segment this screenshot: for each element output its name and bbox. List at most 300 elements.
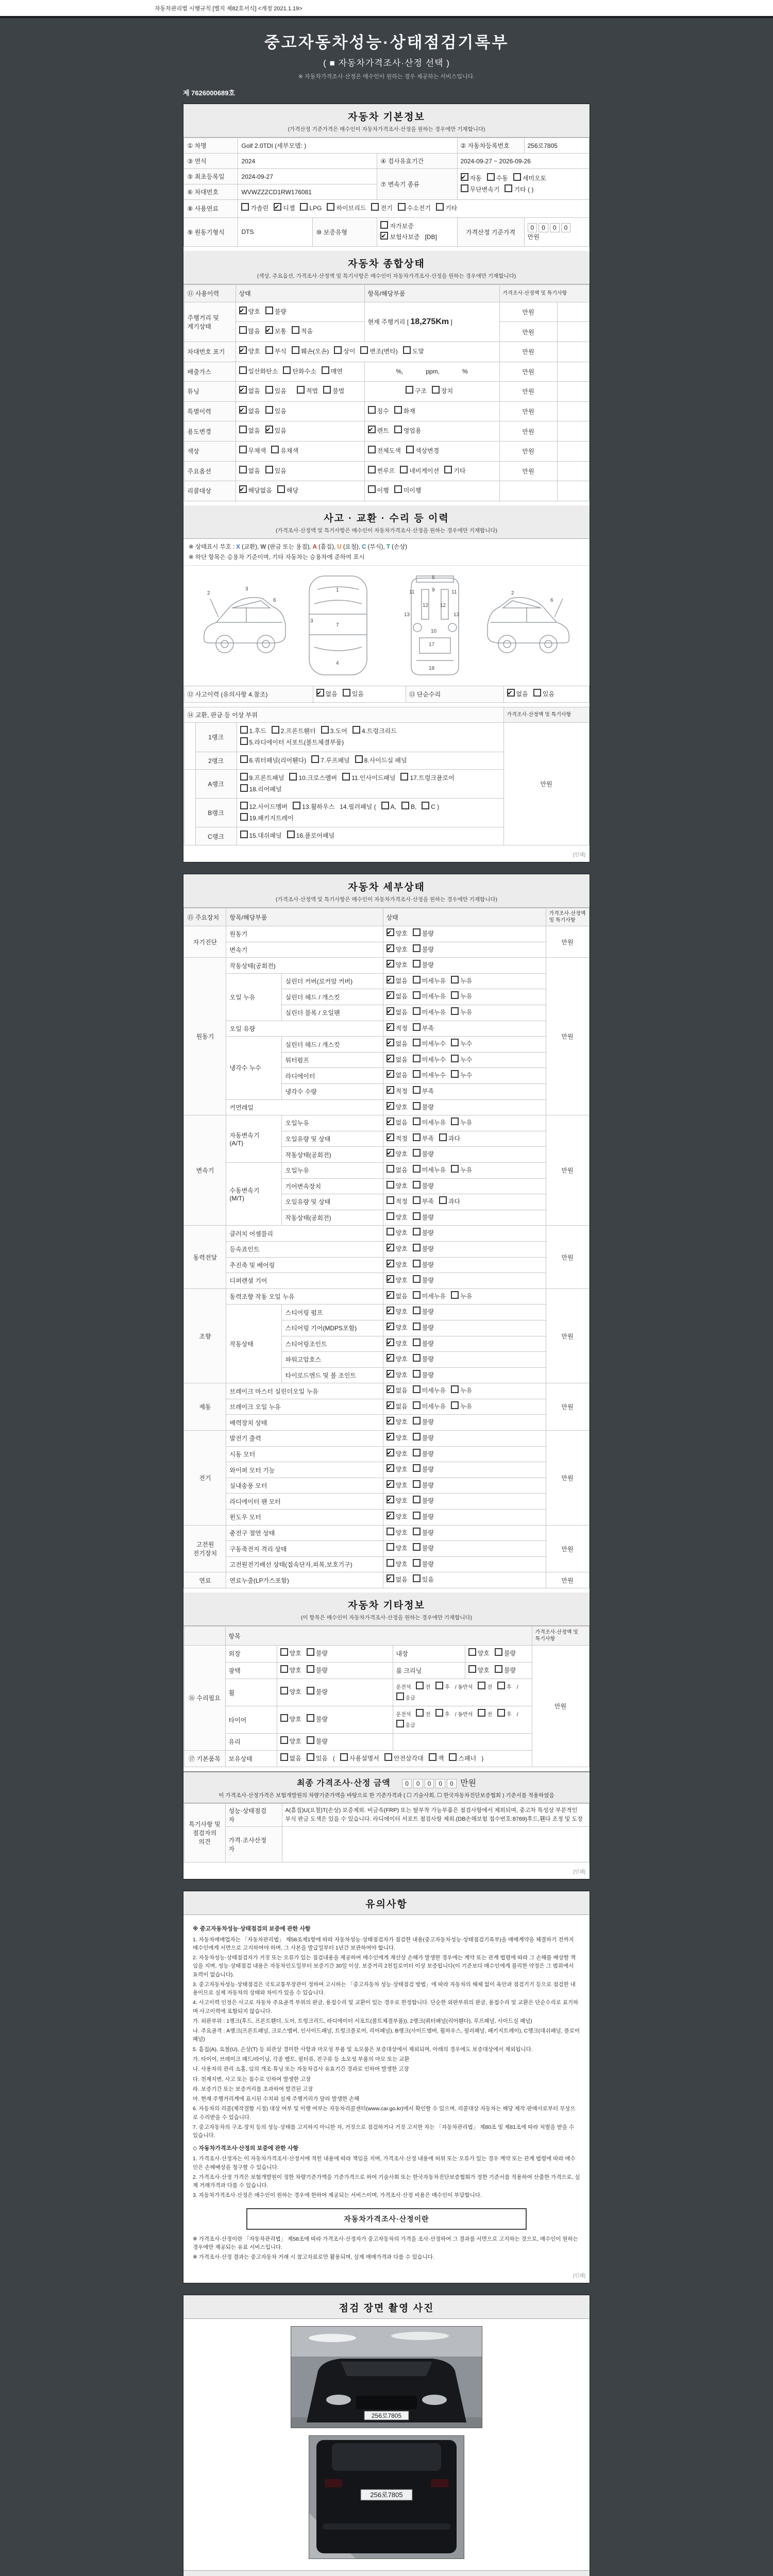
checkbox-checked[interactable] [386,991,394,999]
checkbox-checked[interactable] [386,1464,394,1472]
checkbox[interactable] [265,466,273,473]
checkbox[interactable] [478,1709,485,1717]
checkbox[interactable] [403,346,411,354]
checkbox[interactable] [413,1512,421,1519]
checkbox[interactable] [451,1055,459,1062]
checkbox-checked[interactable] [386,1307,394,1314]
checkbox[interactable] [352,726,360,734]
checkbox[interactable] [400,773,408,781]
checkbox-checked[interactable] [386,1039,394,1046]
check-option [360,346,397,358]
label-cell: ⑭ 교환, 판금 등 이상 부위 [184,707,503,723]
checkbox-checked[interactable] [386,1023,394,1031]
checkbox[interactable] [468,1648,476,1656]
checkbox[interactable] [371,203,379,211]
checkbox[interactable] [239,326,247,334]
checkbox[interactable] [240,737,248,745]
check-option [497,1682,512,1692]
checkbox-label: 양호 [395,1497,408,1505]
checkbox[interactable] [386,1181,394,1189]
checkbox[interactable] [394,485,402,493]
checkbox[interactable] [384,1753,392,1761]
checkbox[interactable] [451,1385,459,1393]
checkbox-checked[interactable] [386,1149,394,1157]
form-reference: 자동차관리법 시행규칙 [별지 제82호서식] <개정 2021.1.19> [0,0,773,18]
value-cell: Golf 2.0TDI (세부모델: ) [238,138,457,154]
checkbox[interactable] [386,1559,394,1567]
checkbox-checked[interactable] [386,1244,394,1251]
checkbox[interactable] [413,1023,421,1031]
checkbox[interactable] [240,773,248,781]
checkbox-label: 전체도색 [377,447,401,454]
checkbox-cell [383,989,546,1005]
checkbox[interactable] [287,831,295,838]
checkbox[interactable] [497,1682,505,1689]
checkbox-label: 불량 [422,1182,434,1190]
check-option [368,485,389,497]
check-option [422,802,439,813]
checkbox-checked[interactable] [386,960,394,968]
checkbox-checked[interactable] [274,203,281,211]
svg-text:256로7805: 256로7805 [371,2412,402,2419]
checkbox[interactable] [271,446,279,453]
price-digit: 0 [435,1779,445,1788]
checkbox[interactable] [327,203,334,211]
checkbox[interactable] [435,1682,443,1689]
checkbox-label: 양호 [395,1213,408,1221]
checkbox[interactable] [240,726,248,734]
checkbox-label: 후 [507,1712,512,1718]
checkbox-checked[interactable] [386,1117,394,1125]
checkbox-label: 후 [445,1712,450,1718]
checkbox-cell [383,1194,546,1210]
label-cell: ④ 검사유효기간 [377,154,457,169]
checkbox[interactable] [413,1165,421,1173]
checkbox-checked[interactable] [386,1055,394,1062]
checkbox[interactable] [413,928,421,936]
checkbox[interactable] [413,1055,421,1062]
check-option [413,976,446,987]
checkbox[interactable] [292,346,299,354]
checkbox[interactable] [451,1117,459,1125]
value-cell: 와이퍼 모터 기능 [226,1462,383,1478]
checkbox[interactable] [478,1682,485,1689]
checkbox[interactable] [297,386,305,394]
check-option [307,1648,328,1659]
checkbox-checked[interactable] [316,689,324,697]
checkbox[interactable] [413,1354,421,1362]
checkbox-checked[interactable] [368,426,376,433]
checkbox-checked[interactable] [386,1323,394,1330]
checkbox[interactable] [487,173,495,181]
checkbox-cell [383,1273,546,1289]
checkbox[interactable] [240,755,248,763]
checkbox[interactable] [401,802,409,809]
checkbox[interactable] [413,976,421,984]
checkbox-label: 적정 [395,1088,408,1095]
checkbox-checked[interactable] [386,1370,394,1378]
checkbox-label: 불량 [503,1650,516,1657]
checkbox[interactable] [505,184,512,192]
value-cell: 보유상태 [225,1750,277,1767]
checkbox-checked[interactable] [386,1007,394,1015]
checkbox[interactable] [307,1665,314,1673]
value-cell: 발전기 출력 [226,1431,383,1447]
checkbox[interactable] [416,1709,424,1717]
checkbox[interactable] [413,1086,421,1094]
value-cell: 실내송풍 모터 [226,1478,383,1494]
checkbox-cell [383,1099,546,1115]
checkbox[interactable] [386,1212,394,1220]
checkbox[interactable] [429,1753,436,1761]
checkbox[interactable] [413,1228,421,1235]
checkbox[interactable] [413,1039,421,1046]
checkbox-label: 후 [445,1685,450,1691]
final-price-band [183,1771,590,1803]
checkbox[interactable] [265,386,273,394]
checkbox[interactable] [451,976,459,984]
checkbox-checked[interactable] [386,944,394,952]
checkbox[interactable] [241,203,249,211]
unit-cell: 만원 [499,421,557,442]
checkbox[interactable] [396,1720,404,1727]
checkbox-label: 없음 [248,427,260,435]
checkbox-checked[interactable] [239,307,247,314]
checkbox[interactable] [413,1007,421,1015]
checkbox-checked[interactable] [386,1102,394,1110]
checkbox[interactable] [280,1648,288,1656]
value-cell: 수동변속기 (M/T) [226,1162,282,1225]
checkbox[interactable] [413,1385,421,1393]
status-symbol: A [312,544,317,550]
check-option [380,232,419,243]
checkbox[interactable] [280,1753,288,1761]
checkbox[interactable] [413,1496,421,1503]
checkbox[interactable] [265,406,273,414]
check-option [451,1007,472,1019]
checkbox-checked[interactable] [386,1417,394,1425]
checkbox[interactable] [265,346,273,354]
checkbox[interactable] [280,1687,288,1694]
checkbox-checked[interactable] [239,406,247,414]
checkbox[interactable] [368,466,376,473]
checkbox[interactable] [307,1736,314,1744]
checkbox[interactable] [413,1480,421,1488]
checkbox[interactable] [513,173,521,181]
checkbox[interactable] [451,1165,459,1173]
checkbox[interactable] [468,1665,476,1673]
check-option [455,1683,473,1692]
checkbox[interactable] [413,1370,421,1378]
final-price-suffix: 만원 [460,1779,477,1788]
checkbox-checked[interactable] [239,346,247,354]
checkbox-checked[interactable] [386,1070,394,1078]
checkbox[interactable] [240,784,248,792]
checkbox[interactable] [413,1181,421,1189]
checkbox[interactable] [413,1070,421,1078]
checkbox[interactable] [292,326,299,334]
header-cell: 항목/해당부품 [226,908,383,926]
checkbox[interactable] [444,466,452,473]
checkbox[interactable] [413,1244,421,1251]
checkbox[interactable] [386,1528,394,1535]
checkbox[interactable] [495,1665,502,1673]
checkbox-checked[interactable] [386,1086,394,1094]
checkbox-checked[interactable] [386,1260,394,1267]
print-link[interactable]: [인쇄] [573,852,585,858]
checkbox[interactable] [413,1117,421,1125]
print-link[interactable]: [인쇄] [573,2273,585,2279]
checkbox[interactable] [322,366,329,374]
checkbox-label: 양호 [395,1529,408,1536]
checkbox-checked[interactable] [386,1574,394,1582]
checkbox-label: 없음 [325,690,338,698]
checkbox[interactable] [413,1275,421,1283]
checkbox-label: 양호 [395,1371,408,1379]
check-option [413,1370,434,1381]
checkbox[interactable] [413,1449,421,1456]
checkbox[interactable] [398,203,406,211]
checkbox[interactable] [413,1464,421,1472]
checkbox-checked[interactable] [386,1275,394,1283]
checkbox[interactable] [451,1007,459,1015]
check-option [439,1133,460,1145]
checkbox[interactable] [386,1196,394,1204]
value-cell [184,770,195,845]
value-cell: 타이로드엔드 및 볼 조인트 [282,1367,383,1383]
checkbox[interactable] [323,386,331,394]
checkbox-cell [383,1383,546,1399]
checkbox-checked[interactable] [386,1385,394,1393]
checkbox[interactable] [413,1417,421,1425]
checkbox[interactable] [413,1291,421,1299]
checkbox[interactable] [368,485,376,493]
checkbox[interactable] [436,203,444,211]
checkbox[interactable] [386,1228,394,1235]
checkbox-checked[interactable] [265,326,273,334]
notice-item: 7. 중고자동차의 구조·장치 등의 성능·상태를 고지하지 아니한 자, 거짓으로 점검하거나 거짓 고지한 자는 「자동차관리법」 제80조 및 제81조에 따라 처벌을 받을 수 있습니다. [193,2124,575,2139]
checkbox[interactable] [307,1714,314,1722]
checkbox[interactable] [239,466,247,473]
checkbox-checked[interactable] [461,173,468,181]
check-option [435,1682,450,1692]
checkbox[interactable] [439,1133,447,1141]
checkbox[interactable] [413,1149,421,1157]
notice-item: 마. 현재 주행거리계에 표시된 수치와 실제 주행거리가 달라 발생한 손해 [193,2096,360,2103]
checkbox-label: 양호 [395,961,408,969]
checkbox[interactable] [396,1692,404,1700]
unit-cell: 만원 [546,926,589,958]
check-option [386,1244,408,1255]
check-option [413,1464,434,1476]
checkbox-cell [277,1734,393,1751]
checkbox[interactable] [439,1196,447,1204]
label-cell: ⑨ 원동기형식 [184,217,238,246]
checkbox-cell [236,342,499,362]
checkbox-checked[interactable] [239,386,247,394]
checkbox[interactable] [406,446,414,453]
checkbox[interactable] [413,1543,421,1551]
checkbox[interactable] [451,1401,459,1409]
check-option [444,466,465,477]
checkbox[interactable] [293,802,300,809]
checkbox[interactable] [300,203,308,211]
checkbox-checked[interactable] [386,1512,394,1519]
checkbox[interactable] [413,1433,421,1440]
checkbox[interactable] [394,406,402,414]
checkbox-checked[interactable] [386,1354,394,1362]
checkbox[interactable] [413,1401,421,1409]
checkbox[interactable] [386,1543,394,1551]
notice-item: 나. 사용자의 관리 소홀, 임의 개조·튜닝 또는 자동차검사 유효기간 경과로 인하여 발생한 고장 [193,2066,409,2073]
checkbox[interactable] [413,1102,421,1110]
checkbox-checked[interactable] [386,976,394,984]
checkbox[interactable] [449,1753,457,1761]
check-option [400,773,454,784]
final-price-label: 최종 가격조사·산정 금액 [296,1779,391,1788]
checkbox-label: 있음 [274,427,287,435]
checkbox[interactable] [307,1753,314,1761]
checkbox-checked[interactable] [386,1449,394,1456]
checkbox[interactable] [413,960,421,968]
checkbox[interactable] [343,689,350,697]
checkbox[interactable] [265,307,273,314]
header-cell: 가격조사·산정액 및 특기사항 [503,707,589,723]
checkbox-checked[interactable] [386,1133,394,1141]
checkbox[interactable] [533,689,541,697]
checkbox[interactable] [422,802,429,809]
checkbox-cell [383,1320,546,1336]
checkbox[interactable] [416,1682,424,1689]
checkbox[interactable] [413,944,421,952]
check-option [386,960,408,971]
checkbox[interactable] [413,1528,421,1535]
print-link[interactable]: [인쇄] [573,1869,585,1875]
checkbox-checked[interactable] [386,1496,394,1503]
checkbox-checked[interactable] [386,1338,394,1346]
checkbox[interactable] [413,1323,421,1330]
check-option [239,406,260,417]
checkbox-label: LPG [309,205,322,212]
checkbox[interactable] [413,1212,421,1220]
text-cell [364,302,499,342]
checkbox[interactable] [380,221,388,229]
checkbox[interactable] [413,1574,421,1582]
checkbox[interactable] [461,184,468,192]
checkbox-checked[interactable] [386,1480,394,1488]
checkbox-checked[interactable] [386,1433,394,1440]
checkbox[interactable] [413,1559,421,1567]
checkbox[interactable] [239,366,247,374]
check-option [413,1070,446,1081]
checkbox[interactable] [240,813,248,821]
checkbox[interactable] [239,426,247,433]
checkbox-checked[interactable] [507,689,515,697]
checkbox[interactable] [432,386,440,394]
checkbox[interactable] [394,426,402,433]
checkbox[interactable] [277,485,285,493]
checkbox[interactable] [239,446,247,453]
checkbox[interactable] [451,1039,459,1046]
checkbox[interactable] [342,773,350,781]
check-option [386,1291,408,1302]
checkbox[interactable] [497,1709,505,1717]
label-cell: B랭크 [195,799,237,827]
checkbox-checked[interactable] [386,928,394,936]
checkbox[interactable] [386,1165,394,1173]
checkbox[interactable] [307,1687,314,1694]
checkbox-label: 양호 [395,1355,408,1363]
check-option [240,726,266,737]
check-option [507,689,528,700]
checkbox[interactable] [413,991,421,999]
checkbox-label: 없음 [395,1009,408,1016]
checkbox[interactable] [435,1709,443,1717]
checkbox[interactable] [368,406,376,414]
checkbox[interactable] [240,802,248,809]
checkbox-checked[interactable] [386,1291,394,1299]
checkbox[interactable] [272,726,279,734]
checkbox-cell [457,169,589,200]
checkbox[interactable] [321,726,329,734]
value-cell: 스티어링 펌프 [282,1304,383,1320]
checkbox[interactable] [413,1196,421,1204]
label-cell: 차대번호 표기 [184,342,236,362]
checkbox[interactable] [400,466,408,473]
checkbox[interactable] [311,755,319,763]
checkbox[interactable] [413,1133,421,1141]
checkbox[interactable] [451,1291,459,1299]
check-option [386,1165,408,1176]
checkbox-checked[interactable] [239,485,247,493]
checkbox[interactable] [307,1648,314,1656]
value-cell: 작동상태 [226,1304,282,1383]
checkbox[interactable] [406,386,413,394]
checkbox[interactable] [451,1070,459,1078]
checkbox[interactable] [240,831,248,838]
checkbox[interactable] [360,346,368,354]
checkbox-label: 화재 [403,407,415,415]
checkbox[interactable] [381,802,389,809]
checkbox[interactable] [413,1260,421,1267]
checkbox[interactable] [355,755,363,763]
checkbox[interactable] [280,1714,288,1722]
checkbox[interactable] [280,1736,288,1744]
checkbox-cell [465,1646,532,1663]
checkbox[interactable] [340,1753,348,1761]
checkbox-label: 미세누수 [422,1056,446,1063]
checkbox-label: 전기 [380,205,393,212]
checkbox-label: 있음 [274,467,287,474]
checkbox[interactable] [451,991,459,999]
checkbox[interactable] [280,1665,288,1673]
check-option [451,991,472,1003]
checkbox[interactable] [368,446,376,453]
checkbox[interactable] [413,1338,421,1346]
checkbox[interactable] [334,346,342,354]
checkbox-checked[interactable] [386,1401,394,1409]
check-option [435,1709,450,1720]
checkbox-label: 없음 [516,690,528,698]
checkbox-checked[interactable] [380,232,388,240]
checkbox-cell [236,421,364,442]
check-option [386,1133,408,1145]
checkbox[interactable] [283,366,291,374]
checkbox[interactable] [495,1648,502,1656]
checkbox-checked[interactable] [265,426,273,433]
checkbox[interactable] [289,773,297,781]
checkbox[interactable] [413,1307,421,1314]
